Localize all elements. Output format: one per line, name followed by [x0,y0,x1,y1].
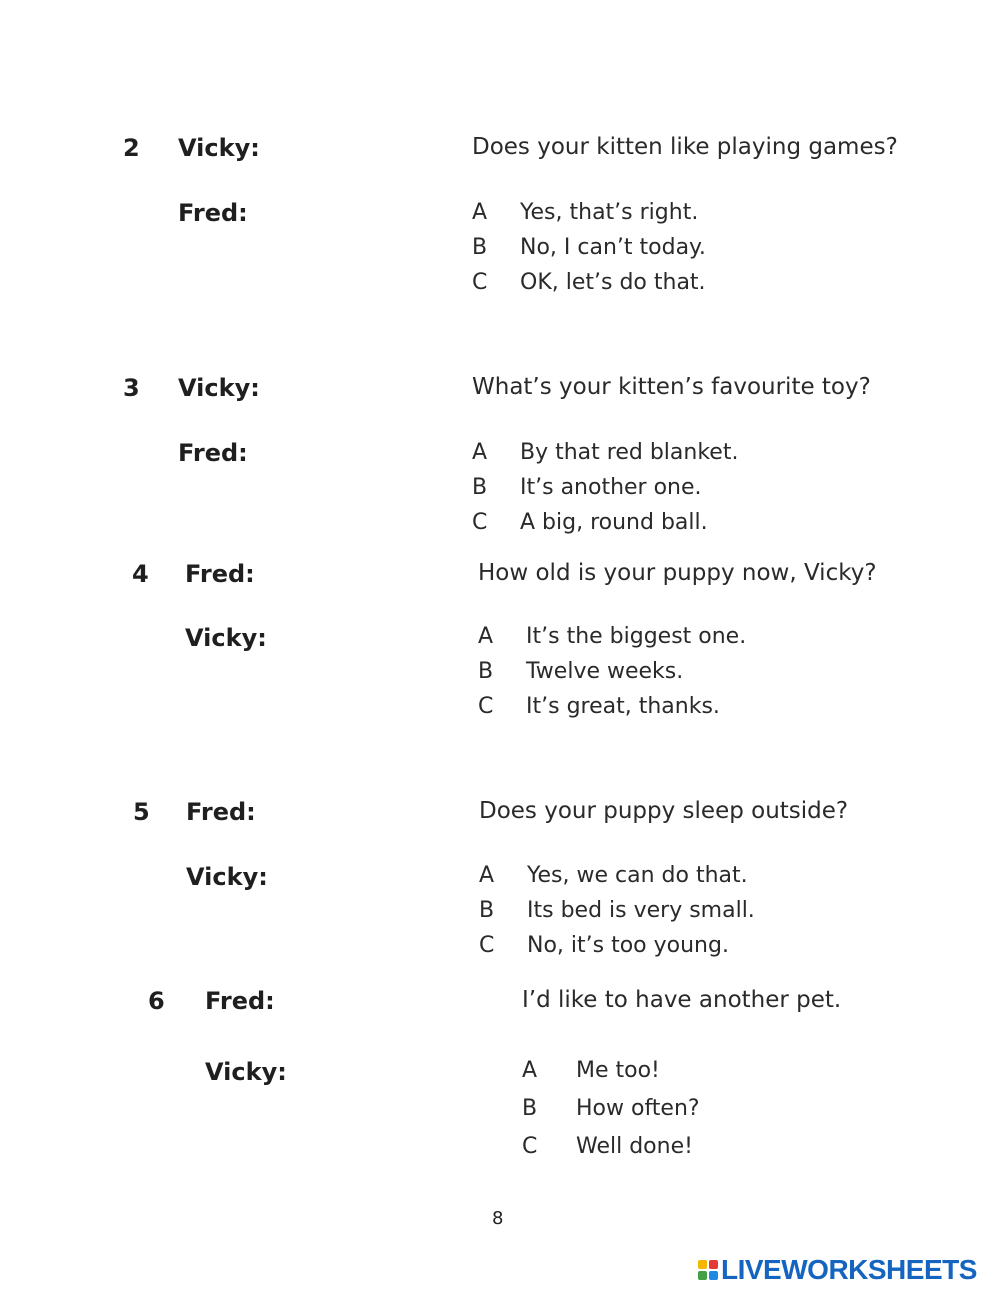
asker-label: Fred: [186,798,256,826]
option-text: No, it’s too young. [527,933,729,958]
asker-label: Fred: [185,560,255,588]
option-letter: B [472,475,488,500]
logo-block [709,1260,718,1269]
option-letter: A [472,200,488,225]
responder-label: Vicky: [186,863,268,891]
option-text: Yes, that’s right. [520,200,699,225]
question-prompt: Does your kitten like playing games? [472,134,898,160]
option-c[interactable] [478,694,720,719]
option-text: By that red blanket. [520,440,739,465]
asker-label: Fred: [205,987,275,1015]
option-letter: C [472,510,488,535]
option-letter: C [478,694,494,719]
option-b[interactable] [522,1096,700,1121]
option-text: Well done! [576,1134,693,1159]
option-c[interactable] [479,933,729,958]
logo-blocks-icon [698,1260,718,1280]
option-letter: A [478,624,494,649]
responder-label: Vicky: [205,1058,287,1086]
question-prompt: Does your puppy sleep outside? [479,798,849,824]
question-number: 3 [123,374,140,402]
option-b[interactable] [472,235,706,260]
question-number: 4 [132,560,149,588]
option-text: A big, round ball. [520,510,708,535]
option-b[interactable] [479,898,755,923]
logo-block [698,1260,707,1269]
question-number: 5 [133,798,150,826]
option-text: Its bed is very small. [527,898,755,923]
option-text: How often? [576,1096,700,1121]
option-a[interactable] [522,1058,660,1083]
option-text: It’s great, thanks. [526,694,720,719]
option-text: OK, let’s do that. [520,270,706,295]
option-text: It’s the biggest one. [526,624,747,649]
option-a[interactable] [472,200,698,225]
option-letter: B [472,235,488,260]
question-number: 2 [123,134,140,162]
asker-label: Vicky: [178,134,260,162]
page-number: 8 [492,1208,504,1229]
option-letter: C [472,270,488,295]
responder-label: Vicky: [185,624,267,652]
option-a[interactable] [479,863,748,888]
option-c[interactable] [472,270,706,295]
logo-text: LIVEWORKSHEETS [721,1254,977,1285]
option-letter: A [522,1058,538,1083]
responder-label: Fred: [178,439,248,467]
option-c[interactable] [472,510,708,535]
option-letter: B [522,1096,538,1121]
question-prompt: How old is your puppy now, Vicky? [478,560,877,586]
option-letter: A [479,863,495,888]
option-b[interactable] [472,475,702,500]
question-prompt: What’s your kitten’s favourite toy? [472,374,871,400]
option-b[interactable] [478,659,683,684]
option-text: Twelve weeks. [526,659,684,684]
option-a[interactable] [478,624,746,649]
option-text: Me too! [576,1058,660,1083]
option-text: Yes, we can do that. [527,863,748,888]
asker-label: Vicky: [178,374,260,402]
question-prompt: I’d like to have another pet. [522,987,842,1013]
option-c[interactable] [522,1134,693,1159]
responder-label: Fred: [178,199,248,227]
option-text: It’s another one. [520,475,702,500]
liveworksheets-logo [698,1252,977,1288]
logo-block [709,1271,718,1280]
question-number: 6 [148,987,165,1015]
option-text: No, I can’t today. [520,235,706,260]
option-letter: C [522,1134,538,1159]
option-letter: B [478,659,494,684]
option-a[interactable] [472,440,738,465]
logo-block [698,1271,707,1280]
option-letter: C [479,933,495,958]
option-letter: B [479,898,495,923]
option-letter: A [472,440,488,465]
